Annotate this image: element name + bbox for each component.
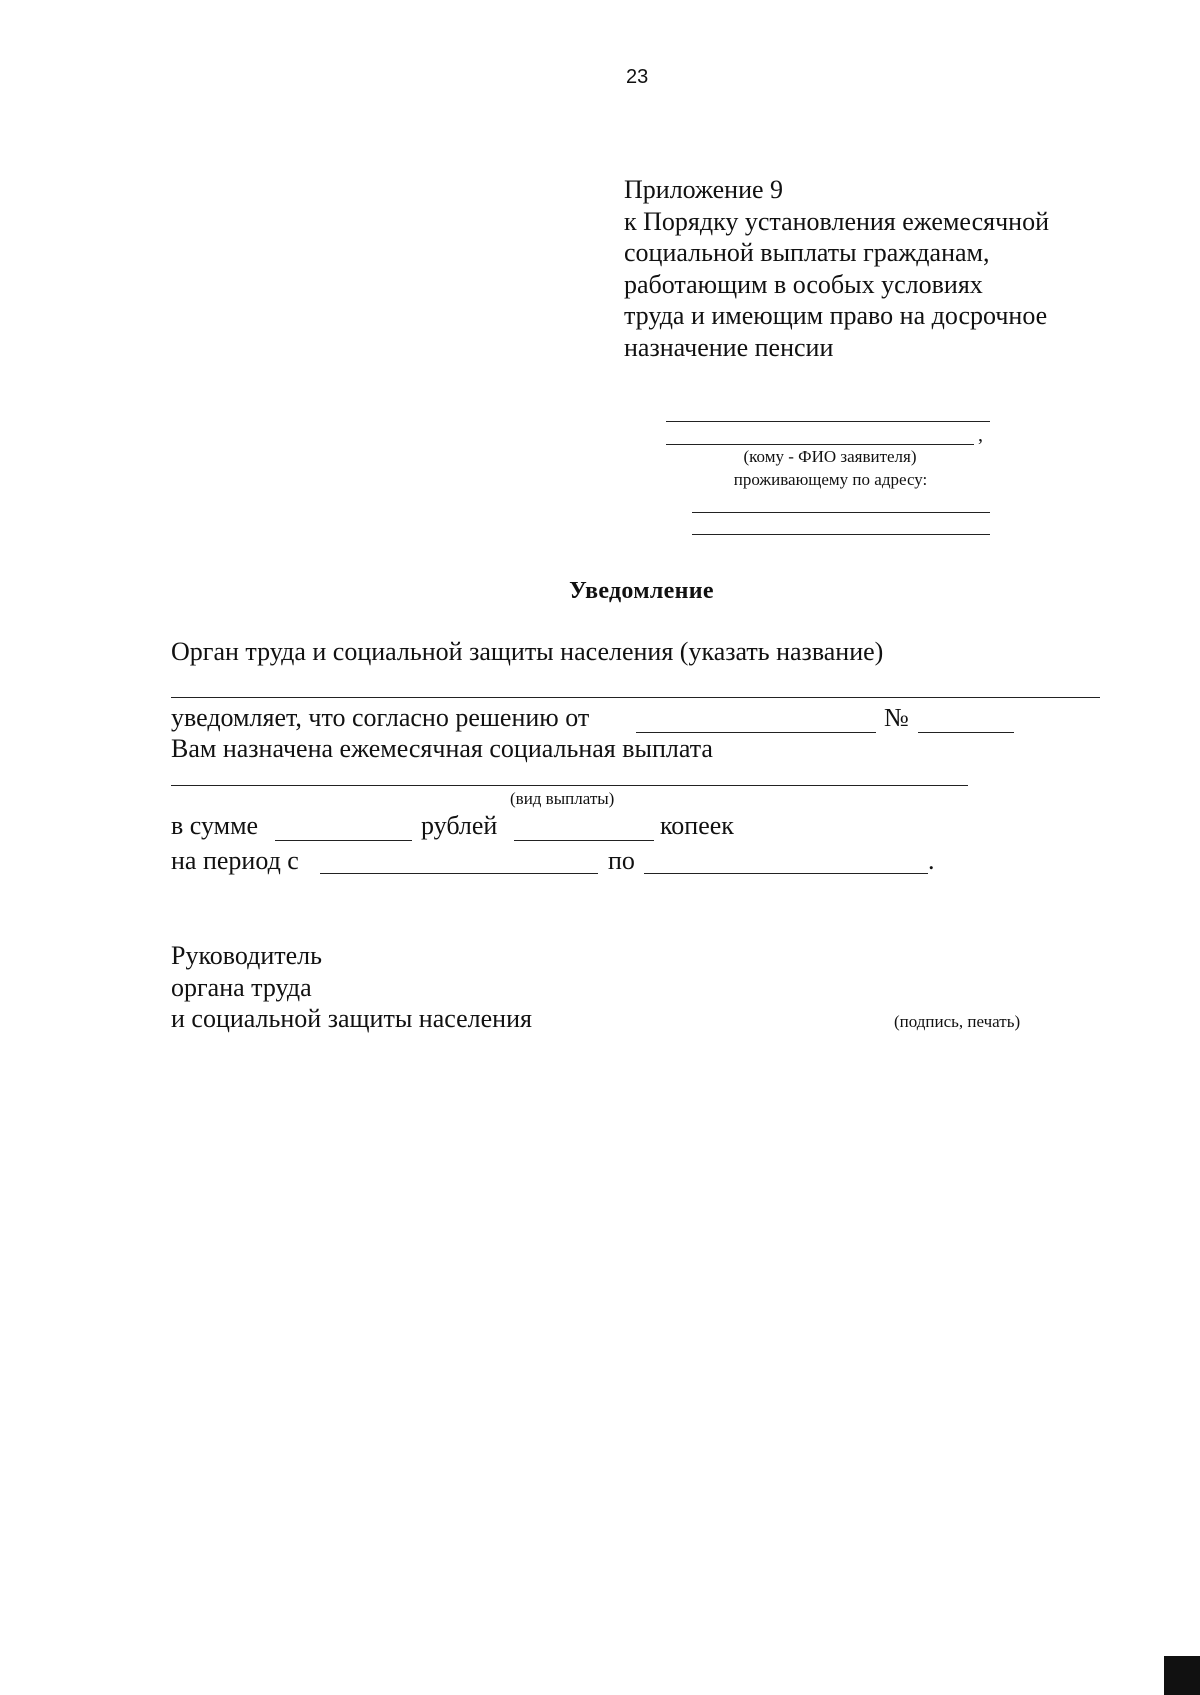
signature-caption: (подпись, печать) xyxy=(894,1012,1021,1031)
comma-mark: , xyxy=(978,424,983,446)
appendix-line: к Порядку установления ежемесячной xyxy=(624,206,1050,236)
rubles-label: рублей xyxy=(421,811,498,840)
appendix-line: работающим в особых условиях xyxy=(624,269,983,299)
organ-line: Орган труда и социальной защиты населения (указать название) xyxy=(171,637,884,666)
signatory-line: Руководитель xyxy=(171,941,322,970)
recipient-name-line-2[interactable] xyxy=(666,444,974,445)
payment-type-line[interactable] xyxy=(171,785,968,786)
recipient-caption: (кому - ФИО заявителя) xyxy=(743,447,917,466)
period-end-mark: . xyxy=(928,846,935,875)
appendix-header xyxy=(624,174,1049,363)
kopecks-line[interactable] xyxy=(514,840,654,841)
signatory-block xyxy=(171,940,532,1035)
appendix-line: труда и имеющим право на досрочное xyxy=(624,301,1048,330)
decision-date-line[interactable] xyxy=(636,732,876,733)
informs-text: уведомляет, что согласно решению от xyxy=(171,703,590,732)
address-line-2[interactable] xyxy=(692,534,990,535)
notice-title: Уведомление xyxy=(569,578,714,604)
signatory-line: и социальной защиты населения xyxy=(171,1004,532,1033)
period-from-label: на период с xyxy=(171,846,299,875)
kopecks-label: копеек xyxy=(660,811,734,840)
appendix-line: назначение пенсии xyxy=(624,332,834,362)
assigned-text: Вам назначена ежемесячная социальная выплата xyxy=(171,734,713,763)
appendix-line: Приложение 9 xyxy=(624,175,784,204)
address-caption: проживающему по адресу: xyxy=(733,470,928,489)
organ-name-line[interactable] xyxy=(171,697,1100,698)
number-sign: № xyxy=(884,703,909,732)
address-line-1[interactable] xyxy=(692,512,990,513)
amount-label: в сумме xyxy=(171,811,259,840)
recipient-name-line-1[interactable] xyxy=(666,421,990,422)
period-from-line[interactable] xyxy=(320,873,598,874)
payment-type-caption: (вид выплаты) xyxy=(510,789,615,808)
period-to-label: по xyxy=(608,846,635,875)
page-number: 23 xyxy=(626,66,649,88)
signatory-line: органа труда xyxy=(171,972,312,1002)
decision-number-line[interactable] xyxy=(918,732,1014,733)
appendix-line: социальной выплаты гражданам, xyxy=(624,238,990,267)
period-to-line[interactable] xyxy=(644,873,928,874)
scan-corner-mark xyxy=(1164,1656,1200,1695)
rubles-line[interactable] xyxy=(275,840,412,841)
